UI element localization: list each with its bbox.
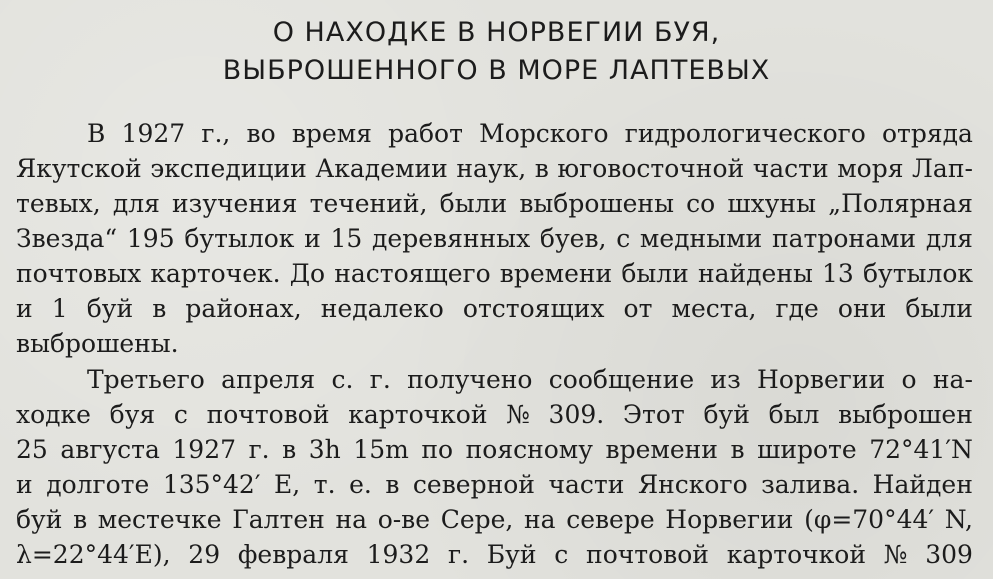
word: по: [421, 435, 454, 464]
word: ходке: [16, 400, 91, 429]
word: августа: [60, 435, 160, 464]
word: Третьего: [87, 365, 205, 394]
word: Академии: [315, 154, 448, 183]
word: в: [385, 470, 400, 499]
word: северной: [412, 470, 535, 499]
word: E,: [274, 470, 301, 499]
word: и: [16, 470, 33, 499]
paragraph-2-line-6: [16, 540, 973, 570]
word: почтовой: [586, 540, 709, 569]
word: г.: [447, 540, 470, 569]
word: г.,: [201, 119, 231, 148]
paragraph-2-line-2: [16, 400, 973, 430]
word: местечке: [97, 505, 222, 534]
word: во: [246, 119, 276, 148]
word: в: [152, 294, 167, 323]
word: 72°41′N: [869, 435, 973, 464]
word: где: [775, 294, 819, 323]
article-title: [0, 14, 993, 90]
word: недалеко: [320, 294, 444, 323]
word: Галтен: [232, 505, 325, 534]
word: №: [506, 400, 530, 429]
word: для: [925, 224, 973, 253]
word: выброшены.: [16, 329, 179, 358]
word: N,: [944, 505, 973, 534]
word: на: [523, 505, 556, 534]
word: 1927: [172, 435, 237, 464]
word: 195: [126, 224, 175, 253]
word: почтовых: [16, 259, 142, 288]
word: патронами: [771, 224, 917, 253]
word: моря: [837, 154, 904, 183]
word: и: [16, 294, 33, 323]
word: время: [291, 119, 372, 148]
word: в: [534, 154, 549, 183]
word: 29: [188, 540, 221, 569]
word: севере: [566, 505, 655, 534]
word: времени: [499, 259, 613, 288]
word: карточкой: [726, 540, 867, 569]
word: гидрологического: [624, 119, 866, 148]
word: бутылок: [184, 224, 295, 253]
word: были: [439, 189, 508, 218]
word: буй: [16, 505, 63, 534]
word: и: [304, 224, 321, 253]
word: отстоящих: [462, 294, 605, 323]
word: на-: [932, 365, 973, 394]
word: с: [616, 224, 631, 253]
paragraph-1-line-7: [16, 329, 973, 359]
word: части: [752, 154, 829, 183]
word: они: [837, 294, 887, 323]
word: настоящего: [334, 259, 491, 288]
word: были: [621, 259, 689, 288]
paragraph-2-line-5: [16, 505, 973, 535]
word: 15m: [353, 435, 409, 464]
word: буя: [109, 400, 156, 429]
word: с: [554, 540, 569, 569]
word: 15: [330, 224, 363, 253]
word: места,: [671, 294, 757, 323]
paragraph-2-line-3: [16, 435, 973, 465]
word: карточкой: [348, 400, 488, 429]
word: о-ве: [377, 505, 431, 534]
word: почтовой: [206, 400, 330, 429]
word: До: [289, 259, 326, 288]
word: 25: [16, 435, 48, 464]
word: в: [73, 505, 88, 534]
word: (φ=70°44′: [804, 505, 935, 534]
word: поясному: [465, 435, 593, 464]
word: Буй: [486, 540, 537, 569]
word: найдены: [697, 259, 813, 288]
word: Норвегии: [665, 505, 794, 534]
word: о: [901, 365, 917, 394]
word: буев,: [539, 224, 607, 253]
word: Морского: [479, 119, 609, 148]
word: из: [710, 365, 741, 394]
word: В: [87, 119, 106, 148]
paragraph-2-line-4: [16, 470, 973, 500]
word: Сере,: [440, 505, 514, 534]
word: экспедиции: [150, 154, 307, 183]
word: т.: [313, 470, 336, 499]
word: Якутской: [16, 154, 142, 183]
word: изучения: [172, 189, 298, 218]
word: деревянных: [372, 224, 531, 253]
word: „Полярная: [828, 189, 973, 218]
paragraph-1-line-6: [16, 294, 973, 324]
paragraph-1-line-4: [16, 224, 973, 254]
paragraph-1-line-2: [16, 154, 973, 184]
paragraph-2-line-1: [87, 365, 973, 395]
title-line-2: ВЫБРОШЕННОГО В МОРЕ ЛАПТЕВЫХ: [222, 55, 771, 86]
word: части: [548, 470, 625, 499]
word: 1: [51, 294, 68, 323]
word: буй: [703, 400, 750, 429]
word: был: [768, 400, 820, 429]
word: 13: [822, 259, 854, 288]
word: 309: [925, 540, 973, 569]
word: выброшен: [838, 400, 973, 429]
word: Этот: [622, 400, 685, 429]
word: апреля: [221, 365, 316, 394]
word: Норвегии: [757, 365, 886, 394]
paragraph-1-line-1: [87, 119, 973, 149]
word: от: [623, 294, 653, 323]
word: со: [686, 189, 716, 218]
word: карточек.: [150, 259, 281, 288]
word: в: [282, 435, 297, 464]
word: медными: [639, 224, 763, 253]
word: февраля: [237, 540, 349, 569]
word: №: [883, 540, 908, 569]
word: 135°42′: [162, 470, 261, 499]
word: с.: [331, 365, 354, 394]
word: отряда: [882, 119, 973, 148]
word: залива.: [761, 470, 860, 499]
word: е.: [349, 470, 372, 499]
paragraph-1-line-5: [16, 259, 973, 289]
paragraph-1-line-3: [16, 189, 973, 219]
word: 1932: [366, 540, 431, 569]
word: тевых,: [16, 189, 101, 218]
word: Найден: [872, 470, 973, 499]
word: долготе: [46, 470, 150, 499]
word: на: [335, 505, 368, 534]
word: течений,: [309, 189, 428, 218]
word: выброшены: [519, 189, 674, 218]
word: широте: [757, 435, 857, 464]
word: работ: [388, 119, 463, 148]
word: бутылок: [862, 259, 973, 288]
word: г.: [248, 435, 270, 464]
word: сообщение: [548, 365, 695, 394]
word: районах,: [185, 294, 302, 323]
word: с: [173, 400, 188, 429]
word: в: [730, 435, 745, 464]
word: для: [112, 189, 160, 218]
word: 1927: [121, 119, 186, 148]
word: наук,: [456, 154, 527, 183]
word: буй: [86, 294, 134, 323]
word: были: [905, 294, 973, 323]
word: времени: [605, 435, 718, 464]
title-line-1: О НАХОДКЕ В НОРВЕГИИ БУЯ,: [272, 17, 721, 48]
word: 309.: [548, 400, 605, 429]
word: юговосточной: [557, 154, 745, 183]
word: λ=22°44′E),: [16, 540, 171, 569]
word: Янского: [637, 470, 748, 499]
word: получено: [407, 365, 533, 394]
word: г.: [369, 365, 391, 394]
word: 3h: [308, 435, 341, 464]
word: Лап-: [912, 154, 973, 183]
word: Звезда“: [16, 224, 118, 253]
word: шхуны: [727, 189, 816, 218]
